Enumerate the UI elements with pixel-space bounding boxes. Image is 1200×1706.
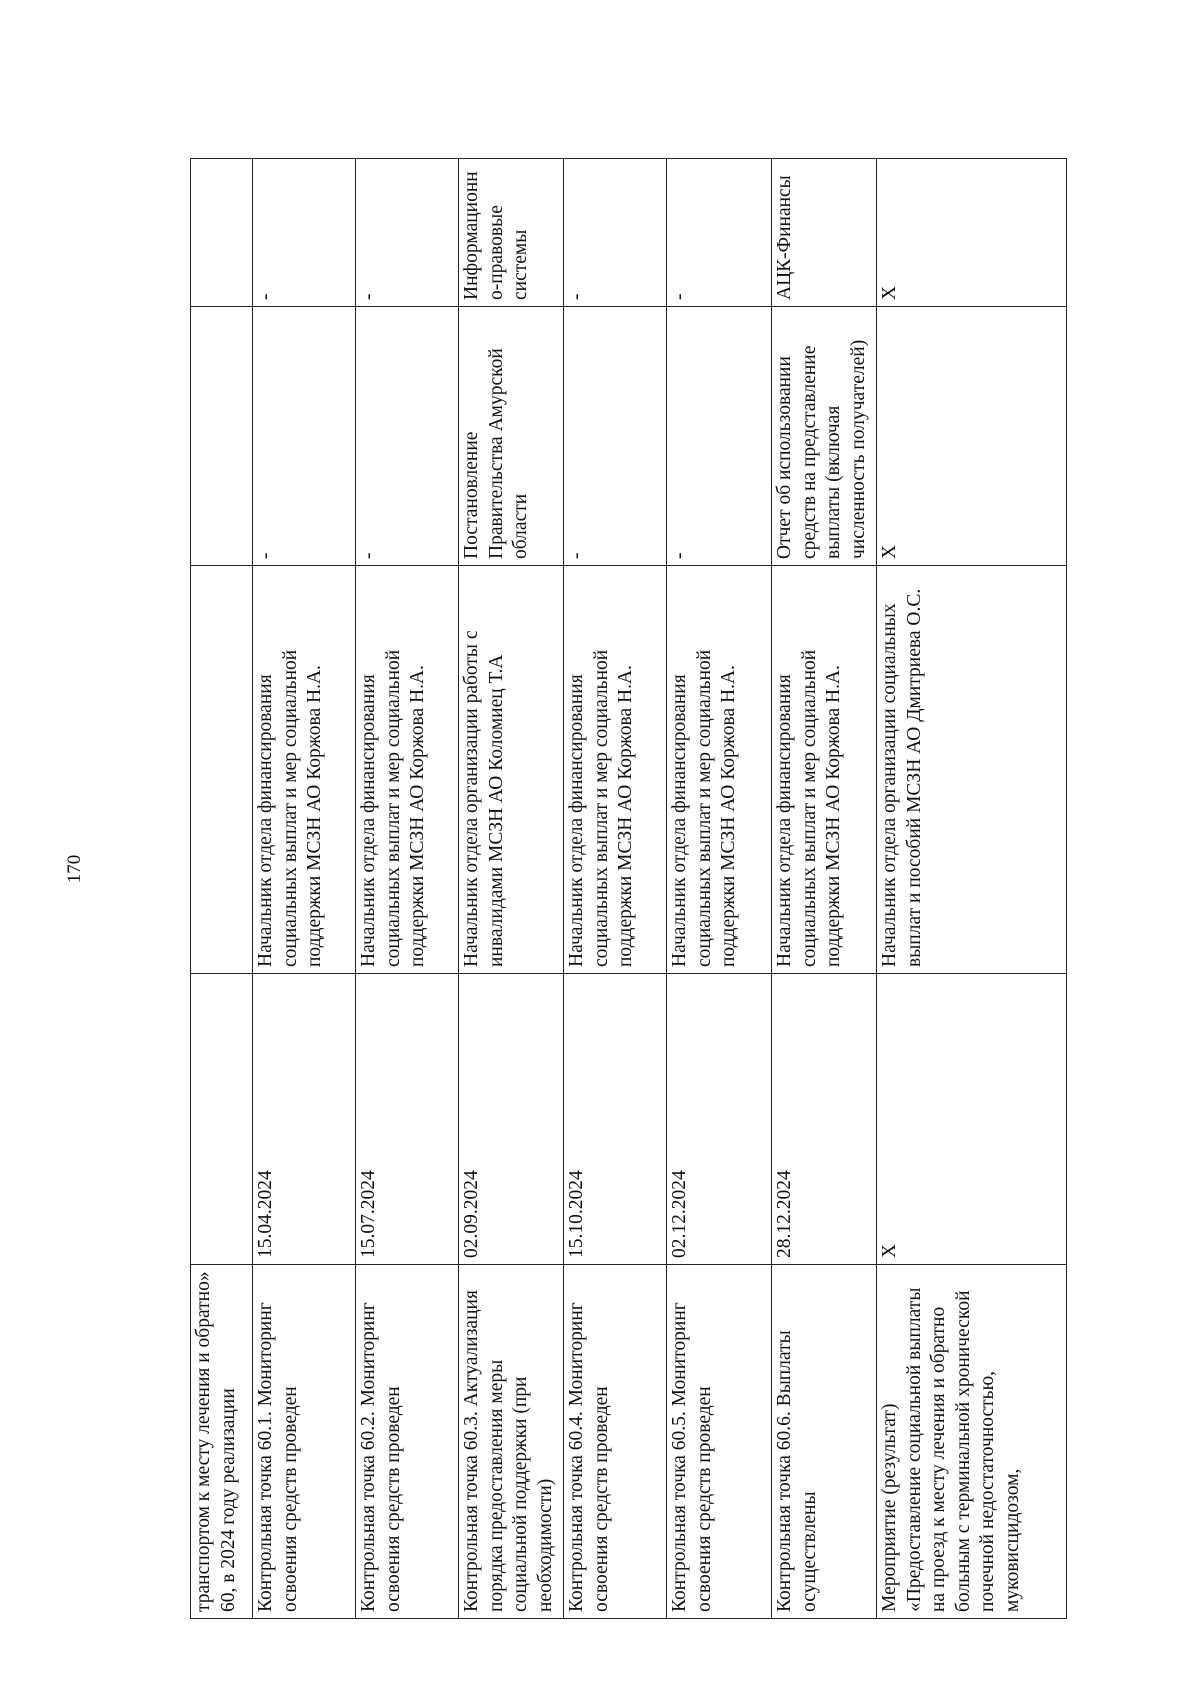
- cell-event: Контрольная точка 60.5. Мониторинг освоения средств проведен: [667, 1265, 772, 1619]
- cell-date: [191, 974, 253, 1265]
- cell-document: -: [356, 307, 459, 566]
- table-row: [877, 159, 1067, 1619]
- cell-document: Отчет об использовании средств на представление выплаты (включая численность получателей): [772, 307, 877, 566]
- cell-document: Х: [877, 307, 1067, 566]
- cell-date: 28.12.2024: [772, 974, 877, 1265]
- cell-system: -: [253, 159, 356, 307]
- cell-date: 02.12.2024: [667, 974, 772, 1265]
- cell-responsible: Начальник отдела финансирования социальных выплат и мер социальной поддержки МСЗН АО Коржова Н.А.: [667, 566, 772, 974]
- cell-event: Контрольная точка 60.3. Актуализация порядка предоставления меры социальной поддержки (при необходимости): [459, 1265, 564, 1619]
- table-row: [253, 159, 356, 1619]
- cell-event: транспортом к месту лечения и обратно» 60, в 2024 году реализации: [191, 1265, 253, 1619]
- cell-event: Контрольная точка 60.1. Мониторинг освоения средств проведен: [253, 1265, 356, 1619]
- cell-event: Контрольная точка 60.6. Выплаты осуществлены: [772, 1265, 877, 1619]
- cell-date: Х: [877, 974, 1067, 1265]
- cell-document: Постановление Правительства Амурской области: [459, 307, 564, 566]
- table-row: [772, 159, 877, 1619]
- cell-date: 15.04.2024: [253, 974, 356, 1265]
- cell-system: Информационно-правовые системы: [459, 159, 564, 307]
- cell-system: Х: [877, 159, 1067, 307]
- rotated-table-container: [190, 159, 1066, 1619]
- cell-document: -: [253, 307, 356, 566]
- cell-event: Контрольная точка 60.2. Мониторинг освоения средств проведен: [356, 1265, 459, 1619]
- cell-date: 15.07.2024: [356, 974, 459, 1265]
- cell-date: 15.10.2024: [564, 974, 667, 1265]
- cell-system: -: [564, 159, 667, 307]
- cell-responsible: Начальник отдела финансирования социальных выплат и мер социальной поддержки МСЗН АО Коржова Н.А.: [772, 566, 877, 974]
- cell-responsible: Начальник отдела организации работы с инвалидами МСЗН АО Коломиец Т.А: [459, 566, 564, 974]
- cell-system: [191, 159, 253, 307]
- cell-event: Контрольная точка 60.4. Мониторинг освоения средств проведен: [564, 1265, 667, 1619]
- cell-system: АЦК-Финансы: [772, 159, 877, 307]
- cell-document: -: [564, 307, 667, 566]
- cell-responsible: [191, 566, 253, 974]
- table-row: [459, 159, 564, 1619]
- cell-responsible: Начальник отдела финансирования социальных выплат и мер социальной поддержки МСЗН АО Коржова Н.А.: [356, 566, 459, 974]
- table-row: [356, 159, 459, 1619]
- measures-table: [190, 158, 1067, 1619]
- cell-responsible: Начальник отдела финансирования социальных выплат и мер социальной поддержки МСЗН АО Коржова Н.А.: [253, 566, 356, 974]
- page-number: 170: [64, 854, 85, 884]
- cell-event: Мероприятие (результат) «Предоставление социальной выплаты на проезд к месту лечения и обратно больным с терминальной хронической почечной недостаточностью, муковисцидозом,: [877, 1265, 1067, 1619]
- cell-responsible: Начальник отдела финансирования социальных выплат и мер социальной поддержки МСЗН АО Коржова Н.А.: [564, 566, 667, 974]
- cell-responsible: Начальник отдела организации социальных выплат и пособий МСЗН АО Дмитриева О.С.: [877, 566, 1067, 974]
- table-row: [667, 159, 772, 1619]
- table-row: [191, 159, 253, 1619]
- cell-system: -: [667, 159, 772, 307]
- cell-document: [191, 307, 253, 566]
- cell-system: -: [356, 159, 459, 307]
- cell-document: -: [667, 307, 772, 566]
- table-row: [564, 159, 667, 1619]
- cell-date: 02.09.2024: [459, 974, 564, 1265]
